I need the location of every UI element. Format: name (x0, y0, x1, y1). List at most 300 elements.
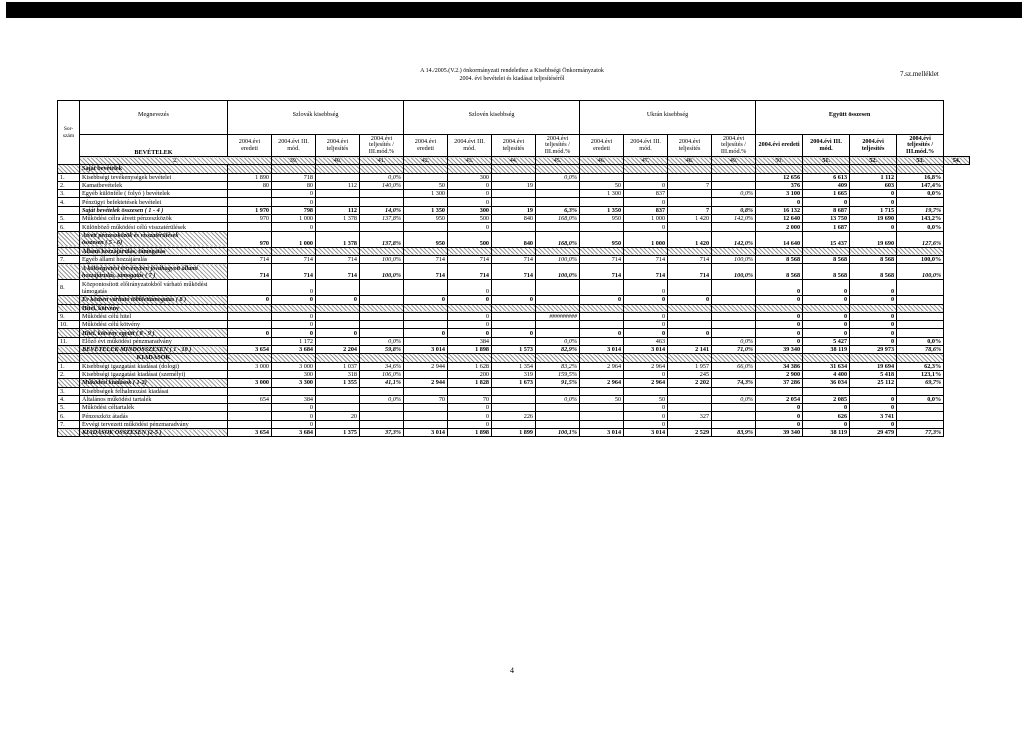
table-cell (492, 387, 536, 395)
table-row (58, 387, 970, 395)
table-cell (668, 337, 712, 345)
table-cell: 0 (756, 198, 803, 206)
table-cell: 0 (448, 412, 492, 420)
table-cell: 80 (228, 181, 272, 189)
table-cell (897, 198, 944, 206)
table-cell: 970 (228, 215, 272, 223)
table-cell (580, 165, 624, 173)
table-cell: 1 573 (492, 346, 536, 354)
table-cell: 327 (668, 412, 712, 420)
column-number: 45. (536, 157, 580, 165)
table-cell (712, 173, 756, 181)
table-cell: 0 (850, 329, 897, 337)
table-cell: 0,0% (360, 395, 404, 403)
table-cell (712, 165, 756, 173)
table-cell: 626 (803, 412, 850, 420)
table-cell (536, 420, 580, 428)
table-cell: 0 (272, 190, 316, 198)
table-row (58, 329, 970, 337)
table-cell: 100,0% (536, 264, 580, 280)
table-cell: 59,8% (360, 346, 404, 354)
table-cell: 1 350 (404, 206, 448, 214)
table-cell: 2 054 (756, 395, 803, 403)
table-cell (404, 321, 448, 329)
table-cell: 142,0% (712, 215, 756, 223)
table-cell (492, 354, 536, 362)
table-cell (580, 337, 624, 345)
table-cell: 1 898 (448, 346, 492, 354)
column-header: 2004.évi eredeti (756, 135, 803, 157)
table-cell: 2 529 (668, 429, 712, 437)
table-cell: 8 568 (803, 264, 850, 280)
table-cell: 0 (492, 329, 536, 337)
table-cell: 1 970 (228, 206, 272, 214)
column-number: 42. (404, 157, 448, 165)
table-cell (404, 412, 448, 420)
table-cell (897, 280, 944, 296)
table-cell (850, 304, 897, 312)
table-cell: 840 (492, 215, 536, 223)
table-cell (404, 304, 448, 312)
table-row (58, 321, 970, 329)
table-cell (624, 165, 668, 173)
table-cell (492, 395, 536, 403)
table-row (58, 198, 970, 206)
table-cell: 91,5% (536, 379, 580, 387)
table-cell (228, 165, 272, 173)
table-cell (492, 420, 536, 428)
table-cell: 5 418 (850, 370, 897, 378)
table-cell (897, 329, 944, 337)
table-row (58, 247, 970, 255)
table-cell (492, 247, 536, 255)
table-cell (228, 280, 272, 296)
table-cell: 19 (492, 181, 536, 189)
table-cell: ######### (536, 312, 580, 320)
row-number: 3. (58, 190, 80, 198)
table-cell: 62,3% (897, 362, 944, 370)
table-cell: 5 427 (803, 337, 850, 345)
table-cell: 840 (492, 231, 536, 247)
table-cell: 0 (272, 296, 316, 304)
table-cell: 1 112 (850, 173, 897, 181)
table-cell (897, 296, 944, 304)
table-cell: 0 (756, 280, 803, 296)
row-label-line: A költségvetési törvényben jóváhagyott állami (82, 264, 198, 272)
table-cell (316, 420, 360, 428)
table-cell: 0 (448, 329, 492, 337)
table-cell (536, 354, 580, 362)
table-cell: 950 (580, 215, 624, 223)
column-header: 2004.évi teljesítés (492, 135, 536, 157)
table-cell: 0,0% (536, 337, 580, 345)
table-cell (850, 165, 897, 173)
column-header: 2004.évi teljesítés (850, 135, 897, 157)
table-cell: 0,0% (897, 190, 944, 198)
table-cell (712, 312, 756, 320)
table-cell: 100,0% (712, 264, 756, 280)
table-cell (228, 337, 272, 345)
table-cell: 39 340 (756, 429, 803, 437)
row-number (58, 346, 80, 354)
table-cell: 2 202 (668, 379, 712, 387)
table-cell: 0 (448, 321, 492, 329)
table-cell (580, 412, 624, 420)
row-label (80, 264, 228, 280)
table-cell: 1 354 (492, 362, 536, 370)
table-cell: 41,1% (360, 379, 404, 387)
table-cell: 100,0% (360, 255, 404, 263)
table-cell: 3 000 (228, 379, 272, 387)
table-cell (536, 304, 580, 312)
table-cell: 970 (228, 231, 272, 247)
row-label: Kisebbségi igazgatási kiadásai (személyi) (80, 370, 228, 378)
table-cell: 3 014 (624, 429, 668, 437)
row-label: Működési célú hitel (80, 312, 228, 320)
column-header: 2004.évi teljesítés (316, 135, 360, 157)
table-row (58, 346, 970, 354)
table-row (58, 379, 970, 387)
table-cell: 3 014 (404, 429, 448, 437)
table-cell (536, 412, 580, 420)
table-cell (668, 280, 712, 296)
column-header: 2004.évi teljesítés / III.mód.% (536, 135, 580, 157)
table-cell: 0 (850, 198, 897, 206)
table-cell (624, 173, 668, 181)
table-cell: 168,0% (536, 231, 580, 247)
row-label: Saját bevételek összesen ( 1 - 4 ) (80, 206, 228, 214)
table-cell: 66,0% (712, 362, 756, 370)
table-cell (803, 165, 850, 173)
row-number: 3. (58, 387, 80, 395)
table-cell: 100,0% (897, 255, 944, 263)
table-cell: 0,0% (536, 173, 580, 181)
column-number: 46. (580, 157, 624, 165)
table-cell (448, 354, 492, 362)
row-label (80, 231, 228, 247)
table-cell: 0 (850, 296, 897, 304)
row-number (58, 231, 80, 247)
table-cell (404, 173, 448, 181)
table-cell (536, 247, 580, 255)
table-cell: 142,0% (712, 231, 756, 247)
column-number: 49. (712, 157, 756, 165)
table-cell (360, 404, 404, 412)
table-cell (360, 223, 404, 231)
table-row (58, 354, 970, 362)
table-cell: 37 286 (756, 379, 803, 387)
table-row (58, 429, 970, 437)
table-cell: 318 (316, 370, 360, 378)
table-cell: 1 957 (668, 362, 712, 370)
table-cell: 74,3% (712, 379, 756, 387)
table-cell: 0 (272, 280, 316, 296)
row-label: Működési célú kötvény (80, 321, 228, 329)
table-cell: 3 014 (624, 346, 668, 354)
table-row (58, 264, 970, 280)
table-cell: 0 (624, 404, 668, 412)
table-cell (756, 354, 803, 362)
table-cell: 714 (580, 264, 624, 280)
table-cell (668, 387, 712, 395)
table-cell: 0 (404, 296, 448, 304)
table-cell: 0 (803, 312, 850, 320)
table-cell: 0,0% (897, 337, 944, 345)
table-cell: 100,0% (897, 264, 944, 280)
table-cell: 12 640 (756, 215, 803, 223)
table-cell: 2 964 (580, 362, 624, 370)
table-cell: 245 (668, 370, 712, 378)
row-number (58, 206, 80, 214)
column-header: 2004.évi teljesítés (668, 135, 712, 157)
page-number: 4 (510, 666, 514, 675)
table-cell: 300 (448, 206, 492, 214)
table-cell: 0 (803, 404, 850, 412)
table-cell (404, 337, 448, 345)
table-cell (228, 420, 272, 428)
table-cell (360, 329, 404, 337)
row-number: 7. (58, 255, 80, 263)
table-cell (536, 223, 580, 231)
table-cell: 0,8% (712, 206, 756, 214)
table-cell: 70 (448, 395, 492, 403)
table-cell (272, 304, 316, 312)
table-cell (448, 387, 492, 395)
row-number (58, 429, 80, 437)
table-cell: 100,0% (360, 264, 404, 280)
table-cell: 0 (803, 329, 850, 337)
table-cell: 112 (316, 206, 360, 214)
table-cell: 1 000 (624, 215, 668, 223)
table-cell: 3 654 (228, 346, 272, 354)
table-cell: 3 100 (756, 190, 803, 198)
table-cell: 0 (624, 223, 668, 231)
table-cell: 0 (448, 190, 492, 198)
table-cell: 714 (228, 255, 272, 263)
table-cell: 14 640 (756, 231, 803, 247)
row-label: Kisebbségek felhalmozási kiadásai (80, 387, 228, 395)
column-header: 2004.évi teljesítés / III.mód.% (360, 135, 404, 157)
table-cell (580, 247, 624, 255)
table-cell: 200 (448, 370, 492, 378)
table-cell: 0 (668, 329, 712, 337)
table-cell (316, 280, 360, 296)
table-cell (448, 304, 492, 312)
table-cell (668, 304, 712, 312)
table-cell: 0 (272, 329, 316, 337)
row-number (58, 354, 80, 362)
table-cell: 714 (272, 255, 316, 263)
table-cell (712, 387, 756, 395)
table-cell: 714 (448, 255, 492, 263)
table-cell: 0 (624, 329, 668, 337)
table-cell (756, 247, 803, 255)
table-cell: 1 172 (272, 337, 316, 345)
table-cell (536, 329, 580, 337)
group-header: Ukrán kisebbség (580, 101, 756, 135)
row-number (58, 165, 80, 173)
table-cell (448, 165, 492, 173)
table-cell: 50 (580, 181, 624, 189)
table-cell (228, 354, 272, 362)
column-header: 2004.évi III. mód. (272, 135, 316, 157)
table-cell (404, 420, 448, 428)
table-cell: 3 014 (580, 429, 624, 437)
table-cell: 1 000 (272, 231, 316, 247)
table-cell: 0 (624, 412, 668, 420)
row-number: 7. (58, 420, 80, 428)
table-cell: 69,7% (897, 379, 944, 387)
table-cell (897, 387, 944, 395)
table-cell: 0 (850, 280, 897, 296)
table-cell: 15 437 (803, 231, 850, 247)
table-cell (316, 337, 360, 345)
table-cell: 0,0% (897, 223, 944, 231)
table-cell (404, 198, 448, 206)
table-cell (492, 198, 536, 206)
table-row (58, 215, 970, 223)
column-number: 52. (850, 157, 897, 165)
row-label: Működési célra átvett pénzeszközök (80, 215, 228, 223)
table-cell (756, 304, 803, 312)
column-header: 2004.évi III. mód. (624, 135, 668, 157)
table-cell (580, 198, 624, 206)
table-cell: 3 014 (580, 346, 624, 354)
table-cell (492, 280, 536, 296)
table-cell (272, 165, 316, 173)
table-cell: 714 (668, 264, 712, 280)
table-cell (803, 304, 850, 312)
table-cell (404, 387, 448, 395)
table-cell: 25 112 (850, 379, 897, 387)
row-number: 2. (58, 370, 80, 378)
table-cell (316, 198, 360, 206)
table-cell: 20 (316, 412, 360, 420)
table-cell (536, 190, 580, 198)
table-cell: 0 (756, 312, 803, 320)
table-cell: 500 (448, 231, 492, 247)
table-cell (668, 247, 712, 255)
table-cell: 50 (404, 181, 448, 189)
document-subheader: 2004. évi bevételei és kiadásai teljesítéséről (459, 76, 565, 82)
table-cell: 1 300 (404, 190, 448, 198)
table-cell: 0 (624, 370, 668, 378)
table-cell: 1 378 (316, 231, 360, 247)
table-cell (712, 304, 756, 312)
table-cell: 714 (448, 264, 492, 280)
table-cell: 0 (850, 395, 897, 403)
table-row (58, 190, 970, 198)
table-cell: 168,0% (536, 215, 580, 223)
table-cell: 950 (404, 231, 448, 247)
table-cell: 226 (492, 412, 536, 420)
table-cell: 2 944 (404, 379, 448, 387)
table-cell (228, 412, 272, 420)
column-number: 51. (803, 157, 850, 165)
row-number: 4. (58, 395, 80, 403)
table-row (58, 412, 970, 420)
table-cell (360, 165, 404, 173)
table-cell (272, 387, 316, 395)
row-number: 5. (58, 215, 80, 223)
table-cell (668, 173, 712, 181)
column-header: 2004.évi eredeti (228, 135, 272, 157)
table-cell: 837 (624, 190, 668, 198)
table-cell (360, 321, 404, 329)
table-cell (536, 296, 580, 304)
table-cell: 0 (272, 198, 316, 206)
row-label-line: támogatás (82, 287, 108, 295)
row-label: Általános működési tartalék (80, 395, 228, 403)
table-cell (404, 247, 448, 255)
table-cell: 0 (803, 321, 850, 329)
table-row (58, 165, 970, 173)
table-cell (360, 198, 404, 206)
column-number: 2. (80, 157, 272, 165)
table-cell: 0 (448, 312, 492, 320)
column-number: 50. (756, 157, 803, 165)
table-cell (228, 321, 272, 329)
row-label-line: Átvett pénzeszközök és visszatérülések (82, 232, 179, 240)
column-number: 43. (448, 157, 492, 165)
table-cell (492, 190, 536, 198)
table-cell (712, 247, 756, 255)
table-cell: 300 (272, 370, 316, 378)
column-number: 44. (492, 157, 536, 165)
table-cell (712, 404, 756, 412)
table-cell: 1 715 (850, 206, 897, 214)
table-row (58, 296, 970, 304)
table-cell (897, 354, 944, 362)
table-cell (228, 387, 272, 395)
table-cell (228, 190, 272, 198)
table-cell: 0 (668, 296, 712, 304)
table-cell: 6,3% (536, 206, 580, 214)
table-cell: 2 944 (404, 362, 448, 370)
column-header: 2004.évi III. mód. (803, 135, 850, 157)
table-cell (228, 304, 272, 312)
table-cell: 1 300 (580, 190, 624, 198)
table-row (58, 304, 970, 312)
table-cell (756, 387, 803, 395)
table-cell (897, 321, 944, 329)
table-cell: 0 (850, 337, 897, 345)
table-row (58, 370, 970, 378)
table-cell (850, 387, 897, 395)
table-cell (668, 404, 712, 412)
row-label: Évvégi tervezett működési pénzmaradvány (80, 420, 228, 428)
table-cell (580, 321, 624, 329)
table-cell: 0,0% (712, 190, 756, 198)
table-cell: 19 (492, 206, 536, 214)
table-cell (624, 247, 668, 255)
table-cell: 1 378 (316, 215, 360, 223)
table-cell (897, 404, 944, 412)
table-cell: 36 034 (803, 379, 850, 387)
column-header: 2004.évi teljesítés / III.mód.% (712, 135, 756, 157)
table-cell: 1 000 (624, 231, 668, 247)
table-cell (404, 370, 448, 378)
table-cell (492, 321, 536, 329)
table-cell (712, 370, 756, 378)
table-cell: 106,0% (360, 370, 404, 378)
table-cell: 714 (492, 255, 536, 263)
table-cell: 4 400 (803, 370, 850, 378)
table-cell: 143,2% (897, 215, 944, 223)
row-number: 11. (58, 337, 80, 345)
table-cell: 2 964 (624, 379, 668, 387)
table-cell (228, 247, 272, 255)
